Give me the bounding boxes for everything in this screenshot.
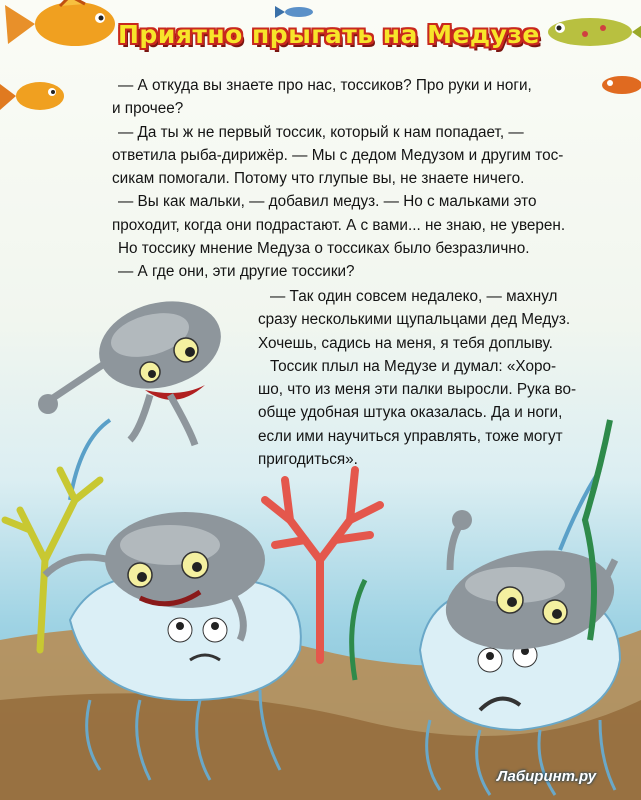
text-line: — А где они, эти другие тоссики? [118,263,355,281]
text-line: если ими научиться управлять, тоже могут [258,427,563,445]
text-line: обще удобная штука оказалась. Да и ноги, [258,404,563,422]
fish-top-left [5,0,115,46]
watermark-logo: Лабиринт.ру [497,768,597,785]
text-line: ответила рыба-дирижёр. — Мы с дедом Медузом и другим тос- [112,146,564,164]
text-line: — А откуда вы знаете про нас, тоссиков? Про руки и ноги, [118,77,532,94]
text-line: Тоссик плыл на Медузе и думал: «Хоро- [270,357,557,375]
text-line: пригодиться». [258,451,358,469]
text-line: и прочее? [112,100,184,118]
fish-top-right [548,16,641,48]
fish-right-small [602,76,641,94]
text-line: — Вы как мальки, — добавил медуз. — Но с мальками это [118,193,537,211]
text-block-right [258,285,576,471]
text-line: — Так один совсем недалеко, — махнул [270,288,558,305]
text-line: Хочешь, садись на меня, я тебя доплыву. [258,334,553,352]
text-line: — Да ты ж не первый тоссик, который к нам попадает, — [118,123,524,141]
fish-small-blue [275,6,313,18]
text-line: проходит, когда они подрастают. А с вами... не знаю, не уверен. [112,216,566,234]
pebble-character-flying [38,288,231,445]
text-line: Но тоссику мнение Медуза о тоссиках было безразлично. [118,240,530,258]
text-block-top [112,74,565,284]
fish-left-small [0,82,64,110]
text-line: шо, что из меня эти палки выросли. Рука во- [258,381,577,399]
text-line: сразу несколькими щупальцами дед Медуз. [258,311,571,329]
text-line: сикам помогали. Потому что глупые вы, не знаете ничего. [112,170,525,188]
page-title: Приятно прыгать на Медузе [118,20,540,49]
